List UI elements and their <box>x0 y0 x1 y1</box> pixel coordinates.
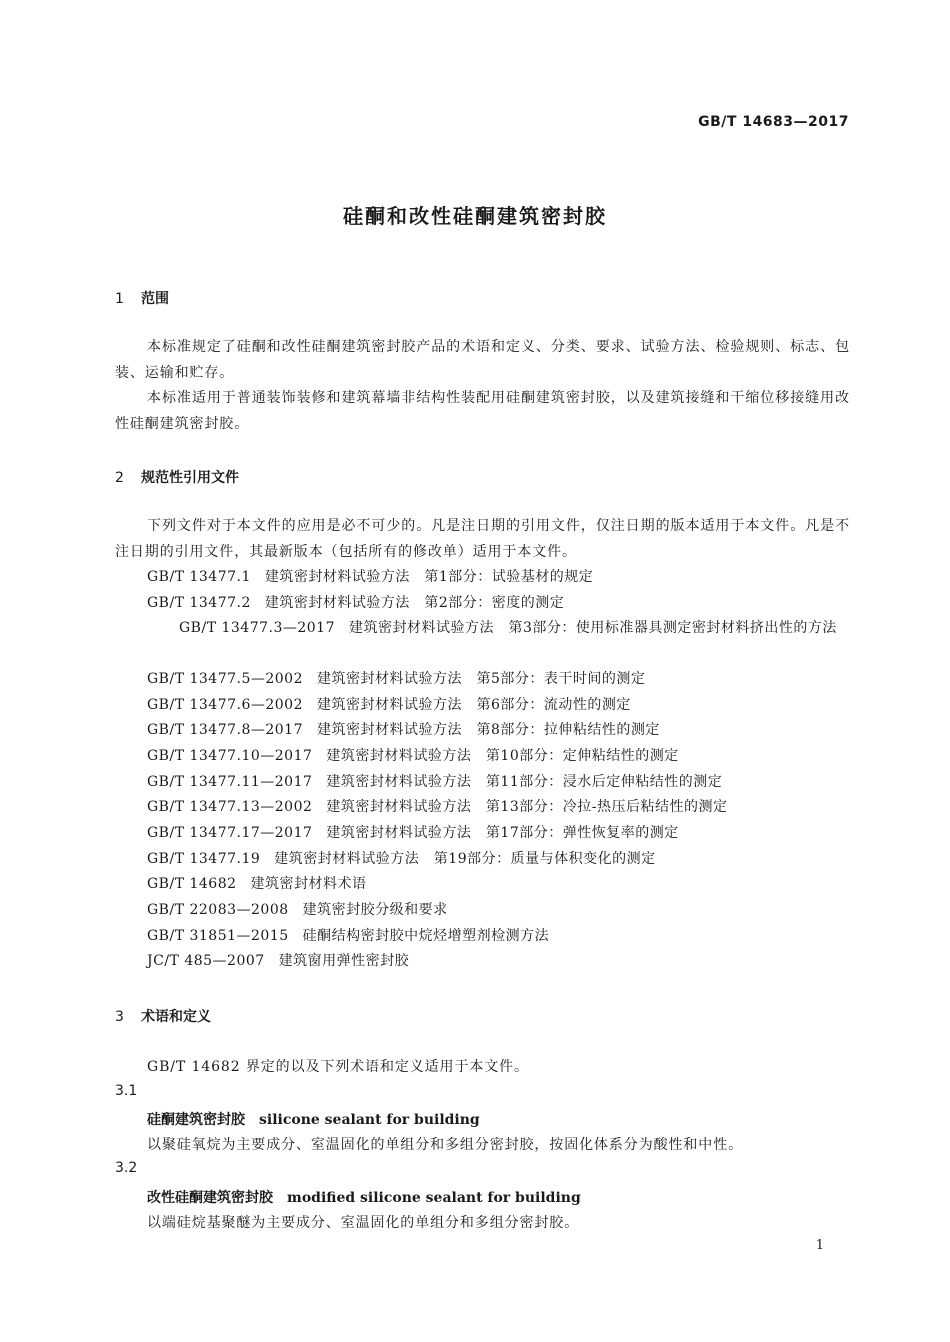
term-number: 3.1 <box>115 1083 138 1099</box>
reference-item <box>147 847 656 873</box>
reference-item <box>147 949 409 975</box>
section-title: 范围 <box>141 291 169 307</box>
term-heading <box>147 1187 581 1207</box>
reference-item <box>147 565 593 591</box>
reference-title: 建筑密封材料试验方法 第6部分：流动性的测定 <box>317 697 631 713</box>
reference-item <box>147 795 727 821</box>
reference-code: GB/T 13477.10—2017 <box>147 748 313 764</box>
reference-item <box>147 821 679 847</box>
reference-title: 建筑密封材料试验方法 第8部分：拉伸粘结性的测定 <box>317 722 660 738</box>
reference-item <box>147 718 660 744</box>
section-3-intro: GB/T 14682 界定的以及下列术语和定义适用于本文件。 <box>147 1059 529 1075</box>
standard-number: GB/T 14683—2017 <box>698 114 849 130</box>
reference-item <box>147 872 367 898</box>
reference-title: 硅酮结构密封胶中烷烃增塑剂检测方法 <box>302 928 550 944</box>
reference-item <box>147 898 448 924</box>
reference-code: GB/T 22083—2008 <box>147 902 289 918</box>
term-chinese: 硅酮建筑密封胶 <box>147 1112 245 1128</box>
section-1-heading <box>115 288 169 308</box>
section-title: 规范性引用文件 <box>141 470 239 486</box>
reference-code: GB/T 13477.11—2017 <box>147 774 313 790</box>
reference-item <box>147 924 549 950</box>
term-definition: 以聚硅氧烷为主要成分、室温固化的单组分和多组分密封胶，按固化体系分为酸性和中性。 <box>147 1137 743 1153</box>
section-number: 1 <box>115 291 124 307</box>
reference-item <box>147 693 631 719</box>
term-chinese: 改性硅酮建筑密封胶 <box>147 1190 273 1206</box>
reference-title: 建筑窗用弹性密封胶 <box>278 953 410 969</box>
term-number: 3.2 <box>115 1160 138 1176</box>
reference-title: 建筑密封材料试验方法 第19部分：质量与体积变化的测定 <box>274 851 656 867</box>
reference-item <box>147 770 722 796</box>
reference-code: GB/T 13477.3—2017 <box>179 620 335 636</box>
term-definition: 以端硅烷基聚醚为主要成分、室温固化的单组分和多组分密封胶。 <box>147 1215 580 1231</box>
document-title: 硅酮和改性硅酮建筑密封胶 <box>343 204 607 228</box>
reference-title: 建筑密封材料试验方法 第13部分：冷拉-热压后粘结性的测定 <box>326 799 728 815</box>
reference-code: GB/T 14682 <box>147 876 237 892</box>
reference-title: 建筑密封材料试验方法 第5部分：表干时间的测定 <box>317 671 646 687</box>
section-number: 2 <box>115 470 124 486</box>
reference-code: GB/T 13477.2 <box>147 595 251 611</box>
reference-title: 建筑密封材料试验方法 第17部分：弹性恢复率的测定 <box>326 825 679 841</box>
section-2-intro: 下列文件对于本文件的应用是必不可少的。凡是注日期的引用文件，仅注日期的版本适用于本文件。凡是不注日期的引用文件，其最新版本（包括所有的修改单）适用于本文件。 <box>115 518 850 560</box>
reference-code: JC/T 485—2007 <box>147 953 265 969</box>
reference-code: GB/T 13477.13—2002 <box>147 799 313 815</box>
reference-code: GB/T 13477.19 <box>147 851 261 867</box>
reference-title: 建筑密封胶分级和要求 <box>302 902 448 918</box>
page-number: 1 <box>815 1238 824 1253</box>
section-1-paragraph: 本标准规定了硅酮和改性硅酮建筑密封胶产品的术语和定义、分类、要求、试验方法、检验规则、标志、包装、运输和贮存。 <box>115 339 850 381</box>
term-english: silicone sealant for building <box>259 1112 480 1128</box>
reference-item <box>147 667 645 693</box>
reference-code: GB/T 31851—2015 <box>147 928 289 944</box>
term-english: modified silicone sealant for building <box>287 1190 581 1206</box>
section-number: 3 <box>115 1009 124 1025</box>
reference-code: GB/T 13477.1 <box>147 569 251 585</box>
section-3-heading <box>115 1006 211 1026</box>
reference-title: 建筑密封材料试验方法 第2部分：密度的测定 <box>264 595 565 611</box>
reference-code: GB/T 13477.17—2017 <box>147 825 313 841</box>
term-heading <box>147 1109 480 1129</box>
reference-item <box>115 616 850 642</box>
reference-title: 建筑密封材料试验方法 第1部分：试验基材的规定 <box>264 569 594 585</box>
reference-code: GB/T 13477.5—2002 <box>147 671 303 687</box>
reference-code: GB/T 13477.8—2017 <box>147 722 303 738</box>
reference-title: 建筑密封材料试验方法 第3部分：使用标准器具测定密封材料挤出性的方法 <box>349 620 837 636</box>
section-2-heading <box>115 467 239 487</box>
reference-item <box>147 591 564 617</box>
section-1-paragraph: 本标准适用于普通装饰装修和建筑幕墙非结构性装配用硅酮建筑密封胶，以及建筑接缝和干缩位移接缝用改性硅酮建筑密封胶。 <box>115 390 850 432</box>
reference-title: 建筑密封材料试验方法 第10部分：定伸粘结性的测定 <box>326 748 679 764</box>
reference-code: GB/T 13477.6—2002 <box>147 697 303 713</box>
section-title: 术语和定义 <box>141 1009 211 1025</box>
reference-item <box>147 744 679 770</box>
reference-title: 建筑密封材料试验方法 第11部分：浸水后定伸粘结性的测定 <box>326 774 723 790</box>
reference-title: 建筑密封材料术语 <box>250 876 367 892</box>
